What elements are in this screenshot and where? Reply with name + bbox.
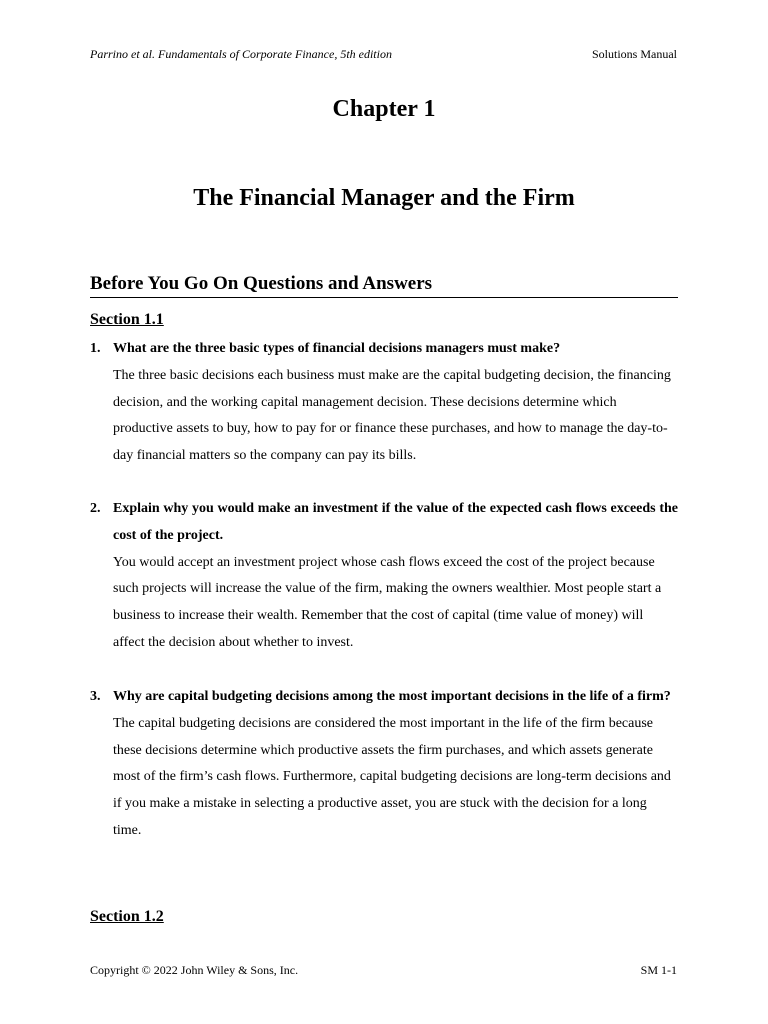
chapter-title: The Financial Manager and the Firm [193,185,575,211]
running-header-title: Parrino et al. Fundamentals of Corporate Finance, 5th edition [90,47,392,61]
footer-page-number: SM 1-1 [640,963,677,977]
footer-copyright: Copyright © 2022 John Wiley & Sons, Inc. [90,963,299,977]
answer-text: You would accept an investment project whose cash flows exceed the cost of the project because such projects will increase the value of the firm, making the owners wealthier. Most people start a business to increase their wealth. Remember that the cost of capital (time value of money) will affect the decision about whether to invest. [113,554,662,650]
question-number: 2. [90,501,101,516]
section-heading: Before You Go On Questions and Answers [90,272,678,298]
question-item-2 [90,496,678,657]
question-number: 3. [90,689,101,704]
question-text: Explain why you would make an investment if the value of the expected cash flows exceeds the cost of the project. [113,501,678,543]
question-item-1 [90,336,678,470]
running-header-label: Solutions Manual [591,47,677,61]
answer-text: The three basic decisions each business must make are the capital budgeting decision, the financing decision, and the working capital management decision. These decisions determine which productive assets to buy, how to pay for or finance these purchases, and how to manage the day-to-day financial matters so the company can pay its bills. [113,367,671,464]
chapter-number: Chapter 1 [332,96,436,122]
question-text: Why are capital budgeting decisions among the most important decisions in the life of a firm? [113,689,671,704]
subsection-heading-1-2: Section 1.2 [90,908,164,925]
question-number: 1. [90,341,101,356]
question-item-3 [90,684,678,845]
question-text: What are the three basic types of financial decisions managers must make? [113,341,561,356]
subsection-heading-1-1: Section 1.1 [90,311,164,328]
answer-text: The capital budgeting decisions are considered the most important in the life of the firm because these decisions determine which productive assets the firm purchases, and which assets generate most of the firm’s cash flows. Furthermore, capital budgeting decisions are long-term decisions and if you make a mistake in selecting a productive asset, you are stuck with the decision for a long time. [113,715,671,838]
